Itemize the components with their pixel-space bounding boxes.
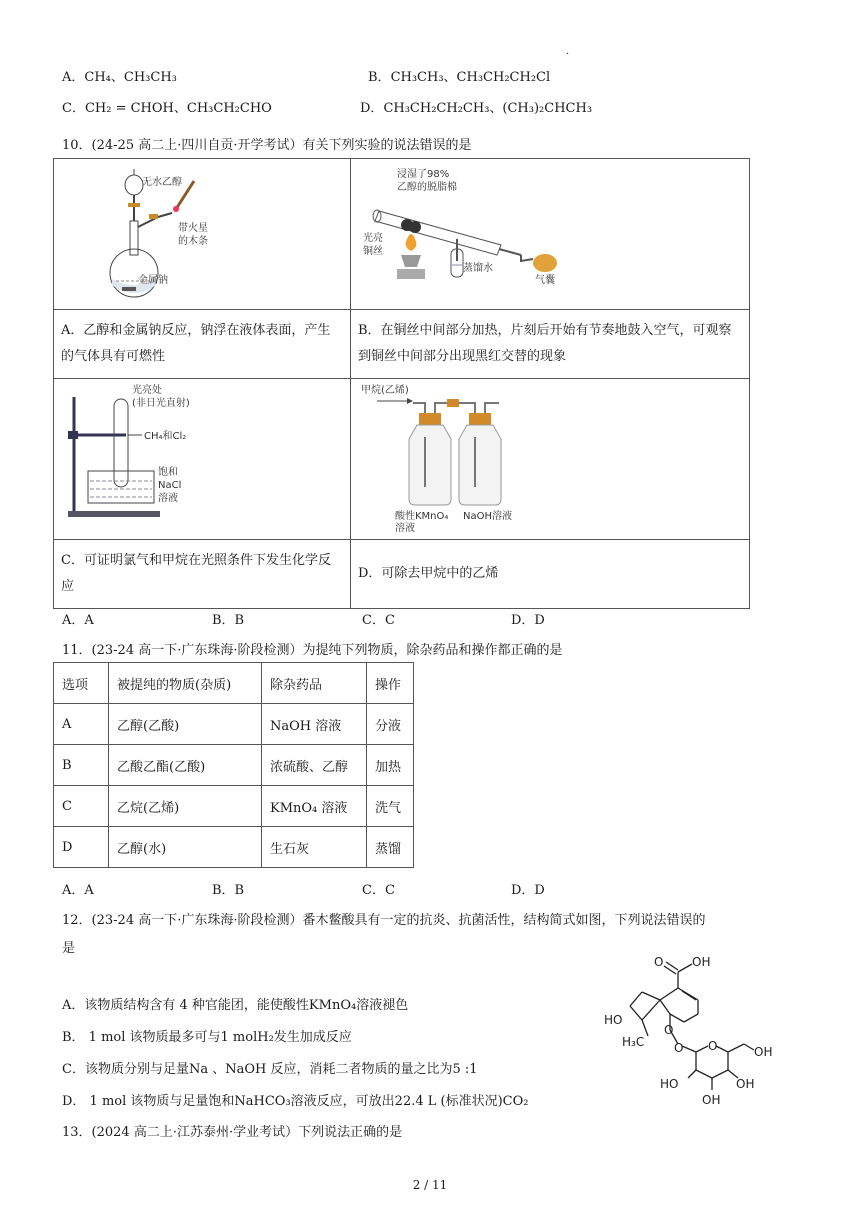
experiment-c-description: C．可证明氯气和甲烷在光照条件下发生化学反应 [54,540,351,609]
header-substance: 被提纯的物质(杂质) [109,663,262,704]
label-light-2: (非日光直射) [132,398,190,409]
label-naoh: NaOH溶液 [463,511,512,522]
q10-answer-d[interactable]: D．D [511,613,545,628]
table-header-row [54,663,414,704]
q10-experiment-table [53,158,750,609]
atom-ho-left: HO [604,1013,623,1027]
fig-b-cell [351,159,750,310]
header-reagent: 除杂药品 [262,663,367,704]
label-sat-3: 溶液 [158,493,178,504]
atom-o-top: O [654,955,664,969]
label-wire-1: 光亮 [363,233,383,244]
table-cell: 洗气 [367,786,414,827]
table-row [54,745,414,786]
header-option: 选项 [54,663,109,704]
label-water: 蒸馏水 [463,263,493,274]
q11-purification-table [53,662,414,868]
table-cell: 乙烷(乙烯) [109,786,262,827]
atom-o-sugar: O [708,1039,718,1053]
gas-washing-apparatus [351,379,749,535]
table-cell: 蒸馏 [367,827,414,868]
atom-o-ring: O [664,1023,674,1037]
methane-chlorination-apparatus [54,379,350,535]
q9-option-a[interactable]: A．CH₄、CH₃CH₃ [62,70,177,85]
label-sat-2: NaCl [158,480,182,491]
label-wire-2: 铜丝 [363,246,383,257]
q9-option-c[interactable]: C．CH₂ = CHOH、CH₃CH₂CHO [62,101,272,116]
atom-oh-bottom-2: OH [736,1077,755,1091]
q11-stem: 11．(23-24 高一下·广东珠海·阶段检测）为提纯下列物质，除杂药品和操作都正确的是 [62,643,563,658]
label-ethanol: 无水乙醇 [142,177,182,188]
q10-stem: 10．(24-25 高二上·四川自贡·开学考试）有关下列实验的说法错误的是 [62,138,472,153]
label-sat-1: 饱和 [158,467,178,478]
loganic-acid-structure [598,948,780,1108]
q12-option-d[interactable]: D． 1 mol 该物质与足量饱和NaHCO₃溶液反应，可放出22.4 L (标准状况)CO₂ [62,1094,529,1109]
label-sodium: 金属钠 [138,275,168,286]
q11-answer-d[interactable]: D．D [511,883,545,898]
label-kmno4-1: 酸性KMnO₄ [395,511,449,522]
q10-answer-b[interactable]: B．B [212,613,245,628]
atom-oh-top: OH [692,955,711,969]
copper-oxidation-apparatus [351,159,749,305]
sodium-ethanol-apparatus [54,159,350,305]
table-cell: D [54,827,109,868]
label-cotton-1: 浸湿了98% [397,169,450,180]
q12-stem-line-1: 12．(23-24 高一下·广东珠海·阶段检测）番木鳖酸具有一定的抗炎、抗菌活性，结构简式如图，下列说法错误的 [62,913,706,928]
q9-option-d[interactable]: D．CH₃CH₂CH₂CH₃、(CH₃)₂CHCH₃ [360,101,593,116]
label-bag: 气囊 [535,275,555,286]
table-cell: 浓硫酸、乙醇 [262,745,367,786]
label-gas: CH₄和Cl₂ [144,431,187,442]
q11-answer-b[interactable]: B．B [212,883,245,898]
q12-option-b[interactable]: B． 1 mol 该物质最多可与1 molH₂发生加成反应 [62,1030,352,1045]
q10-answer-a[interactable]: A．A [62,613,94,628]
q12-stem-line-2: 是 [62,941,76,956]
header-operation: 操作 [367,663,414,704]
table-cell: A [54,704,109,745]
atom-oh-bottom-1: OH [702,1093,721,1107]
atom-ho-bottom: HO [660,1077,679,1091]
label-cotton-2: 乙醇的脱脂棉 [397,182,457,193]
table-cell: 乙醇(水) [109,827,262,868]
table-cell: 分液 [367,704,414,745]
q10-answer-c[interactable]: C．C [362,613,395,628]
top-dot: . [566,46,570,57]
atom-oh-right: OH [754,1045,773,1059]
table-row [54,827,414,868]
atom-o-link: O [674,1041,684,1055]
q11-answer-a[interactable]: A．A [62,883,94,898]
atom-ch3: H₃C [622,1035,645,1049]
experiment-a-description: A．乙醇和金属钠反应，钠浮在液体表面，产生的气体具有可燃性 [54,310,351,379]
table-cell: 乙醇(乙酸) [109,704,262,745]
fig-a-cell [54,159,351,310]
q9-option-b[interactable]: B．CH₃CH₃、CH₃CH₂CH₂Cl [368,70,551,85]
fig-d-cell [351,379,750,540]
label-methane: 甲烷(乙烯) [361,385,409,396]
table-cell: 乙酸乙酯(乙酸) [109,745,262,786]
q13-stem: 13．(2024 高二上·江苏泰州·学业考试）下列说法正确的是 [62,1125,403,1140]
q12-option-a[interactable]: A．该物质结构含有 4 种官能团，能使酸性KMnO₄溶液褪色 [62,998,409,1013]
fig-c-cell [54,379,351,540]
table-cell: 生石灰 [262,827,367,868]
q12-option-c[interactable]: C．该物质分别与足量Na 、NaOH 反应，消耗二者物质的量之比为5 :1 [62,1062,478,1077]
table-cell: NaOH 溶液 [262,704,367,745]
label-splint-1: 带火星 [178,223,208,234]
experiment-b-description: B．在铜丝中间部分加热，片刻后开始有节奏地鼓入空气，可观察到铜丝中间部分出现黑红交替的现象 [351,310,750,379]
label-kmno4-2: 溶液 [395,523,415,534]
label-light-1: 光亮处 [132,385,162,396]
table-cell: 加热 [367,745,414,786]
label-splint-2: 的木条 [178,236,208,247]
q11-answer-c[interactable]: C．C [362,883,395,898]
table-row [54,704,414,745]
experiment-d-description: D．可除去甲烷中的乙烯 [351,540,750,609]
table-cell: C [54,786,109,827]
page-number: 2 / 11 [412,1178,448,1192]
table-row [54,786,414,827]
table-cell: KMnO₄ 溶液 [262,786,367,827]
table-cell: B [54,745,109,786]
